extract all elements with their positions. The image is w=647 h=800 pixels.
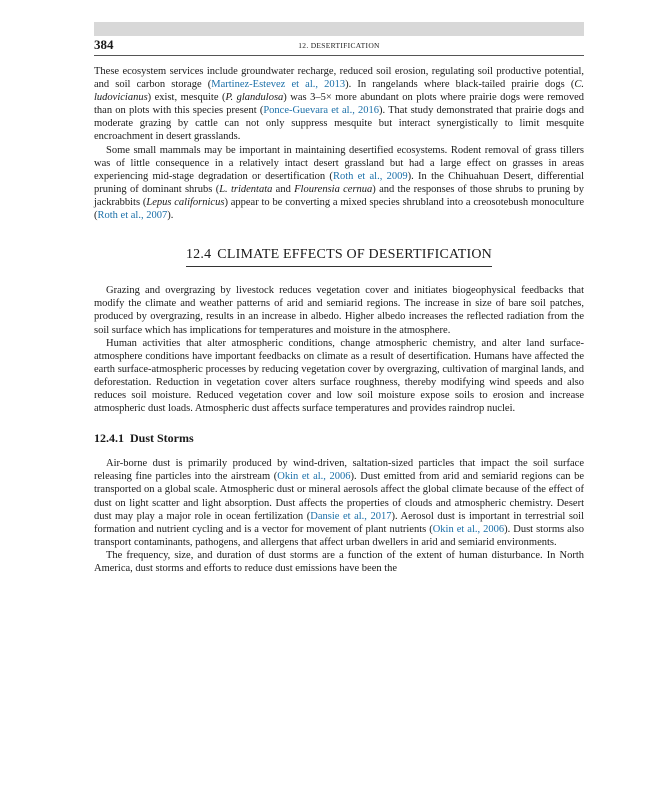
page-number: 384	[94, 37, 114, 52]
citation-link[interactable]: Okin et al., 2006	[277, 471, 351, 483]
section-title: 12.4 CLIMATE EFFECTS OF DESERTIFICATION	[186, 248, 492, 267]
citation-link[interactable]: Martinez-Estevez et al., 2013	[211, 79, 346, 91]
page-body	[94, 65, 584, 575]
running-header	[94, 37, 584, 56]
citation-link[interactable]: Roth et al., 2007	[97, 210, 168, 222]
citation-link[interactable]: Ponce-Guevara et al., 2016	[263, 105, 380, 117]
citation-link[interactable]: Dansie et al., 2017	[310, 510, 392, 522]
subsection-heading: 12.4.1 Dust Storms	[94, 431, 194, 446]
chapter-title: 12. DESERTIFICATION	[298, 41, 380, 50]
citation-link[interactable]: Okin et al., 2006	[432, 523, 505, 535]
paragraph-1: These ecosystem services include groundwater recharge, reduced soil erosion, regulating soil productive potential, and soil carbon storage (Martinez-Estevez et al., 2013). In rangelands where black-tailed prairie dogs (C. ludovicianus) exist, mesquite (P. glandulosa) was 3–5× more abundant on plots where prairie dogs were removed than on plots with this species present (Ponce-Guevara et al., 2016). That study demonstrated that prairie dogs and moderate grazing by cattle can not only suppress mesquite but interact synergistically to limit mesquite encroachment in desert grasslands.	[94, 66, 585, 143]
paragraph-3: Grazing and overgrazing by livestock reduces vegetation cover and initiates biogeophysical feedbacks that modify the climate and weather patterns of arid and semiarid regions. The increase in size of bare soil patches, produced by overgrazing, results in an increase in albedo. Higher albedo increases the reflected radiation from the soil surface which has implications for temperatures and moisture in the atmosphere.	[94, 285, 584, 336]
paragraph-4: Human activities that alter atmospheric conditions, change atmospheric chemistry, and alter land surface-atmosphere conditions have important feedbacks on climate as a result of desertification. Humans have affected the earth surface-atmospheric processes by reducing vegetation cover by overgrazing, cultivation of marginal lands, and deforestation. Reduction in vegetation cover alters surface roughness, thereby modifying wind speeds and also reduces soil moisture. Reduced vegetation cover and low soil moisture expose soils to erosion and increase atmospheric dust loads. Atmospheric dust affects surface temperatures and provides raindrop nuclei.	[94, 337, 584, 415]
citation-link[interactable]: Roth et al., 2009	[332, 170, 408, 182]
section-heading	[94, 248, 584, 267]
paragraph-6: The frequency, size, and duration of dust storms are a function of the extent of human disturbance. In North America, dust storms and efforts to reduce dust emissions have been the	[94, 549, 584, 574]
header-bar	[94, 22, 584, 36]
paragraph-2: Some small mammals may be important in maintaining desertified ecosystems. Rodent removal of grass tillers was of little consequence in a relatively intact desert grassland but had a large effect on grasses in areas experiencing mid-stage degradation or desertification (Roth et al., 2009). In the Chihuahuan Desert, differential pruning of dominant shrubs (L. tridentata and Flourensia cernua) and the responses of those shrubs to pruning by jackrabbits (Lepus californicus) appear to be converting a mixed species shrubland into a creosotebush monoculture (Roth et al., 2007).	[94, 144, 585, 222]
paragraph-5: Air-borne dust is primarily produced by wind-driven, saltation-sized particles that impact the soil surface releasing fine particles into the airstream (Okin et al., 2006). Dust emitted from arid and semiarid regions can be transported on a global scale. Atmospheric dust or mineral aerosols affect the global climate because of the effect of dust on light scatter and light absorption. Dust affects the properties of clouds and atmospheric chemistry. Desert dust may play a major role in ocean fertilization (Dansie et al., 2017). Aerosol dust is important in terrestrial soil formation and nutrient cycling and is a vector for movement of plant nutrients (Okin et al., 2006). Dust storms also transport contaminants, pathogens, and allergens that affect urban dwellers in arid and semiarid environments.	[94, 458, 585, 548]
